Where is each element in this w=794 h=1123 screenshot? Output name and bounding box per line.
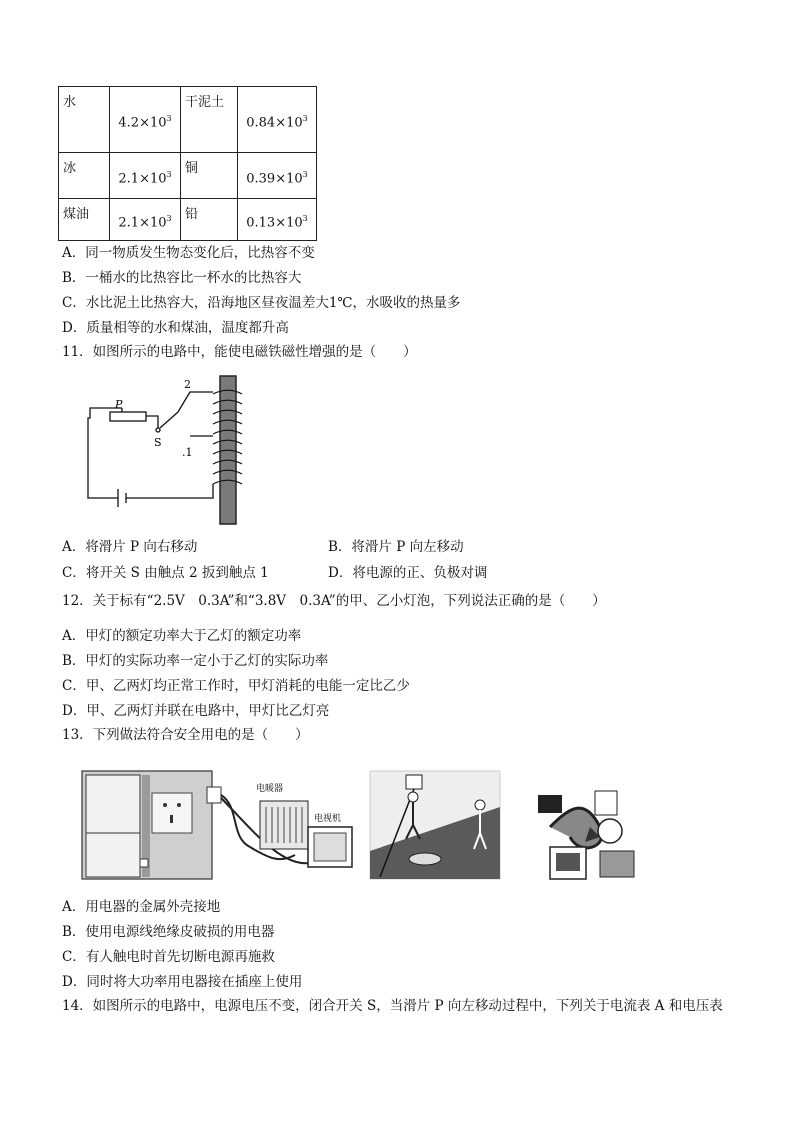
contact-1-label: .1: [182, 446, 193, 459]
substance-cell: 铅: [181, 199, 238, 241]
slider-label: P: [115, 398, 123, 411]
tv-label: 电视机: [314, 814, 342, 824]
q12-option-d: D．甲、乙两灯并联在电路中，甲灯比乙灯亮: [62, 703, 330, 719]
q12-option-c: C．甲、乙两灯均正常工作时，甲灯消耗的电能一定比乙少: [62, 678, 410, 694]
q11-option-c: C．将开关 S 由触点 2 扳到触点 1: [62, 565, 269, 581]
q14-stem: 14．如图所示的电路中，电源电压不变，闭合开关 S，当滑片 P 向左移动过程中，下列关于电流表 A 和电压表: [62, 998, 723, 1014]
q10-option-b: B．一桶水的比热容比一杯水的比热容大: [62, 270, 302, 286]
fridge-socket-image: [82, 771, 212, 879]
substance-cell: 冰: [59, 153, 110, 199]
q10-option-c: C．水比泥土比热容大，沿海地区昼夜温差大1℃，水吸收的热量多: [62, 295, 461, 311]
q10-option-a: A．同一物质发生物态变化后，比热容不变: [62, 245, 315, 261]
value-cell: $0.84\times 10^3$: [238, 87, 317, 153]
substance-cell: 煤油: [59, 199, 110, 241]
value-cell: $2.1\times 10^3$: [110, 153, 181, 199]
q13-option-b: B．使用电源线绝缘皮破损的用电器: [62, 924, 275, 940]
substance-cell: 干泥土: [181, 87, 238, 153]
value-cell: $0.13\times 10^3$: [238, 199, 317, 241]
switch-label: S: [154, 436, 162, 449]
q11-option-d: D．将电源的正、负极对调: [328, 565, 488, 581]
q13-option-a: A．用电器的金属外壳接地: [62, 899, 221, 915]
heater-label: 电暖器: [256, 784, 284, 794]
electromagnet-circuit-figure: [60, 372, 250, 528]
substance-cell: 水: [59, 87, 110, 153]
value-cell: $2.1\times 10^3$: [110, 199, 181, 241]
q12-option-a: A．甲灯的额定功率大于乙灯的额定功率: [62, 628, 302, 644]
q11-stem: 11．如图所示的电路中，能使电磁铁磁性增强的是（ ）: [62, 344, 417, 360]
safety-pictures-figure: [80, 767, 640, 885]
substance-cell: 铜: [181, 153, 238, 199]
q11-option-a: A．将滑片 P 向右移动: [62, 539, 198, 555]
q11-option-b: B．将滑片 P 向左移动: [328, 539, 464, 555]
q10-option-d: D．质量相等的水和煤油，温度都升高: [62, 320, 289, 336]
value-cell: $4.2\times 10^3$: [110, 87, 181, 153]
heater-tv-image: [207, 782, 352, 867]
value-cell: $0.39\times 10^3$: [238, 153, 317, 199]
contact-2-label: 2: [184, 378, 191, 391]
q12-stem: 12．关于标有“2.5V 0.3A”和“3.8V 0.3A”的甲、乙小灯泡，下列说法正确的是（ ）: [62, 593, 606, 609]
q12-option-b: B．甲灯的实际功率一定小于乙灯的实际功率: [62, 653, 329, 669]
specific-heat-table: [58, 86, 317, 241]
table-row: [59, 153, 317, 199]
table-row: [59, 199, 317, 241]
q13-stem: 13．下列做法符合安全用电的是（ ）: [62, 727, 309, 743]
q13-option-d: D．同时将大功率用电器接在插座上使用: [62, 974, 303, 990]
q13-option-c: C．有人触电时首先切断电源再施救: [62, 949, 275, 965]
electric-shock-image: [370, 771, 500, 879]
overloaded-socket-image: [538, 791, 634, 879]
table-row: [59, 87, 317, 153]
